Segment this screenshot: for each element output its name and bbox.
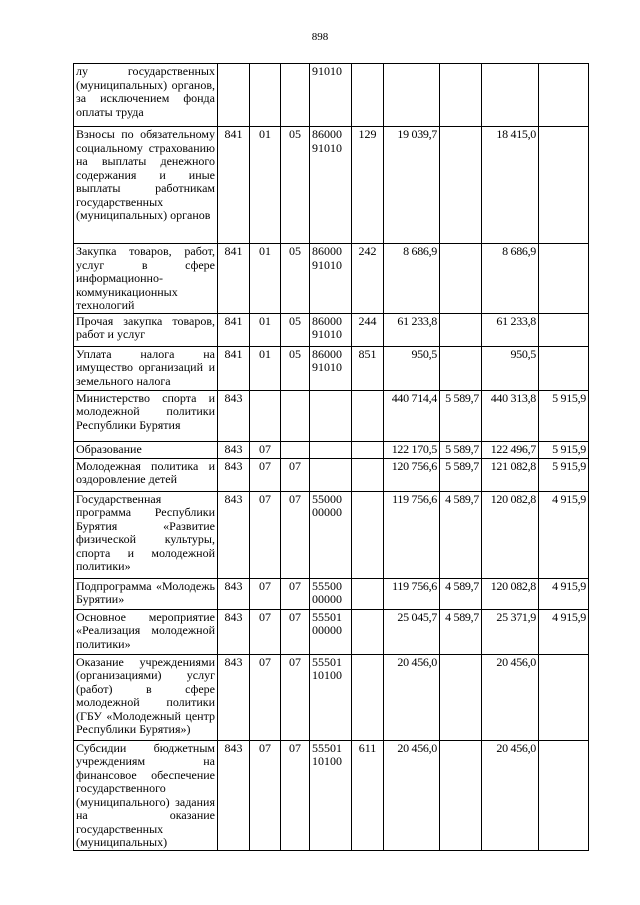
target-code-line: 55000 [312,491,342,506]
amount-cell [539,244,589,314]
target-code-cell [310,390,352,441]
target-code-line: 00000 [312,623,342,637]
subsection-code-cell: 07 [281,654,310,740]
amount-cell [440,127,482,244]
amount-cell: 8 686,9 [482,244,539,314]
target-code-line: 55501 [312,740,342,755]
section-code-cell: 07 [250,609,281,654]
expense-type-cell [352,578,384,609]
admin-code-cell [218,64,250,127]
amount-cell [440,244,482,314]
subsection-code-cell [281,64,310,127]
amount-cell: 25 371,9 [482,609,539,654]
amount-cell: 950,5 [482,346,539,390]
amount-cell [539,654,589,740]
subsection-code-cell: 07 [281,491,310,578]
table-row [74,654,589,740]
amount-cell: 119 756,6 [384,491,440,578]
target-code-cell [310,346,352,390]
subsection-code-cell: 05 [281,313,310,346]
section-code-cell: 07 [250,441,281,458]
amount-cell: 121 082,8 [482,458,539,491]
target-code-line: 86000 [312,313,342,328]
amount-cell [482,64,539,127]
subsection-code-cell: 07 [281,458,310,491]
expense-type-cell: 851 [352,346,384,390]
target-code-line: 86000 [312,244,342,258]
section-code-cell: 07 [250,578,281,609]
amount-cell: 122 170,5 [384,441,440,458]
admin-code-cell: 843 [218,491,250,578]
target-code-line: 00000 [312,505,342,519]
admin-code-cell: 841 [218,244,250,314]
target-code-cell [310,64,352,127]
budget-table [73,63,589,851]
target-code-line: 91010 [312,257,342,272]
table-row [74,578,589,609]
amount-cell: 20 456,0 [384,654,440,740]
target-code-line: 55500 [312,578,342,593]
target-code-line: 91010 [312,327,342,341]
amount-cell: 950,5 [384,346,440,390]
admin-code-cell: 843 [218,609,250,654]
amount-cell: 5 915,9 [539,458,589,491]
subsection-code-cell: 05 [281,127,310,244]
item-name-cell: Подпрограмма «Молодежь Бурятии» [74,578,218,609]
target-code-line: 55501 [312,654,342,669]
target-code-line: 91010 [312,64,342,78]
amount-cell: 5 589,7 [440,441,482,458]
admin-code-cell: 841 [218,346,250,390]
item-name-cell: лу государственных (муниципальных) органов, за исключением фонда оплаты труда [74,64,218,127]
subsection-code-cell: 07 [281,740,310,850]
amount-cell: 4 915,9 [539,491,589,578]
admin-code-cell: 843 [218,578,250,609]
target-code-line: 91010 [312,360,342,374]
section-code-cell [250,390,281,441]
target-code-cell [310,740,352,850]
target-code-line: 10100 [312,668,342,682]
item-name-cell: Молодежная политика и оздоровление детей [74,458,218,491]
amount-cell [539,64,589,127]
amount-cell: 5 915,9 [539,441,589,458]
table-row [74,390,589,441]
amount-cell: 120 756,6 [384,458,440,491]
amount-cell: 18 415,0 [482,127,539,244]
table-row [74,64,589,127]
item-name-cell: Образование [74,441,218,458]
amount-cell: 4 915,9 [539,578,589,609]
item-name-cell: Основное мероприятие «Реализация молодежной политики» [74,609,218,654]
section-code-cell: 01 [250,244,281,314]
section-code-cell: 07 [250,491,281,578]
item-name-cell: Государственная программа Республики Бурятия «Развитие физической культуры, спорта и молодежной политики» [74,491,218,578]
expense-type-cell [352,458,384,491]
amount-cell [440,346,482,390]
subsection-code-cell [281,441,310,458]
amount-cell: 5 589,7 [440,458,482,491]
amount-cell [539,740,589,850]
table-row [74,127,589,244]
admin-code-cell: 843 [218,654,250,740]
target-code-cell [310,458,352,491]
amount-cell: 25 045,7 [384,609,440,654]
target-code-cell [310,491,352,578]
table-row [74,244,589,314]
item-name-cell: Министерство спорта и молодежной политики Республики Бурятия [74,390,218,441]
expense-type-cell [352,441,384,458]
target-code-cell [310,609,352,654]
subsection-code-cell: 05 [281,346,310,390]
item-name-cell: Закупка товаров, работ, услуг в сфере информационно-коммуникационных технологий [74,244,218,314]
amount-cell: 4 589,7 [440,609,482,654]
amount-cell [440,654,482,740]
expense-type-cell [352,390,384,441]
table-row [74,609,589,654]
section-code-cell: 07 [250,740,281,850]
target-code-line: 86000 [312,127,342,141]
amount-cell: 5 915,9 [539,390,589,441]
amount-cell: 20 456,0 [482,654,539,740]
target-code-line: 91010 [312,140,342,155]
expense-type-cell: 242 [352,244,384,314]
amount-cell: 61 233,8 [482,313,539,346]
table-body [74,64,589,851]
target-code-cell [310,441,352,458]
amount-cell [539,127,589,244]
amount-cell: 120 082,8 [482,578,539,609]
target-code-cell [310,578,352,609]
amount-cell: 20 456,0 [482,740,539,850]
item-name-cell: Субсидии бюджетным учреждениям на финансовое обеспечение государственного (муниципального) задания на оказание государственных (муниципальных) [74,740,218,850]
amount-cell: 122 496,7 [482,441,539,458]
amount-cell: 4 915,9 [539,609,589,654]
subsection-code-cell: 07 [281,609,310,654]
amount-cell: 19 039,7 [384,127,440,244]
section-code-cell: 01 [250,346,281,390]
amount-cell: 440 313,8 [482,390,539,441]
target-code-line: 86000 [312,346,342,361]
amount-cell: 5 589,7 [440,390,482,441]
admin-code-cell: 843 [218,441,250,458]
target-code-cell [310,244,352,314]
target-code-cell [310,127,352,244]
subsection-code-cell [281,390,310,441]
admin-code-cell: 841 [218,127,250,244]
subsection-code-cell: 05 [281,244,310,314]
table-row [74,313,589,346]
amount-cell [440,64,482,127]
amount-cell [440,740,482,850]
section-code-cell: 07 [250,458,281,491]
target-code-line: 10100 [312,754,342,768]
target-code-cell [310,313,352,346]
expense-type-cell: 129 [352,127,384,244]
amount-cell: 119 756,6 [384,578,440,609]
target-code-line: 55501 [312,609,342,624]
table-row [74,740,589,850]
table-row [74,491,589,578]
amount-cell: 120 082,8 [482,491,539,578]
section-code-cell [250,64,281,127]
amount-cell [440,313,482,346]
target-code-cell [310,654,352,740]
amount-cell [384,64,440,127]
section-code-cell: 07 [250,654,281,740]
admin-code-cell: 843 [218,740,250,850]
admin-code-cell: 843 [218,458,250,491]
expense-type-cell [352,64,384,127]
item-name-cell: Оказание учреждениями (организациями) услуг (работ) в сфере молодежной политики (ГБУ «Молодежный центр Республики Бурятия») [74,654,218,740]
admin-code-cell: 843 [218,390,250,441]
amount-cell [539,346,589,390]
expense-type-cell [352,654,384,740]
expense-type-cell [352,609,384,654]
amount-cell: 61 233,8 [384,313,440,346]
amount-cell: 440 714,4 [384,390,440,441]
subsection-code-cell: 07 [281,578,310,609]
section-code-cell: 01 [250,313,281,346]
admin-code-cell: 841 [218,313,250,346]
target-code-line: 00000 [312,592,342,606]
amount-cell [539,313,589,346]
section-code-cell: 01 [250,127,281,244]
amount-cell: 4 589,7 [440,578,482,609]
item-name-cell: Уплата налога на имущество организаций и земельного налога [74,346,218,390]
amount-cell: 20 456,0 [384,740,440,850]
page-number: 898 [311,31,329,43]
table-row [74,346,589,390]
expense-type-cell [352,491,384,578]
table-row [74,458,589,491]
item-name-cell: Взносы по обязательному социальному страхованию на выплаты денежного содержания и иные выплаты работникам государственных (муниципальных) органов [74,127,218,244]
amount-cell: 8 686,9 [384,244,440,314]
table-row [74,441,589,458]
amount-cell: 4 589,7 [440,491,482,578]
item-name-cell: Прочая закупка товаров, работ и услуг [74,313,218,346]
expense-type-cell: 244 [352,313,384,346]
expense-type-cell: 611 [352,740,384,850]
